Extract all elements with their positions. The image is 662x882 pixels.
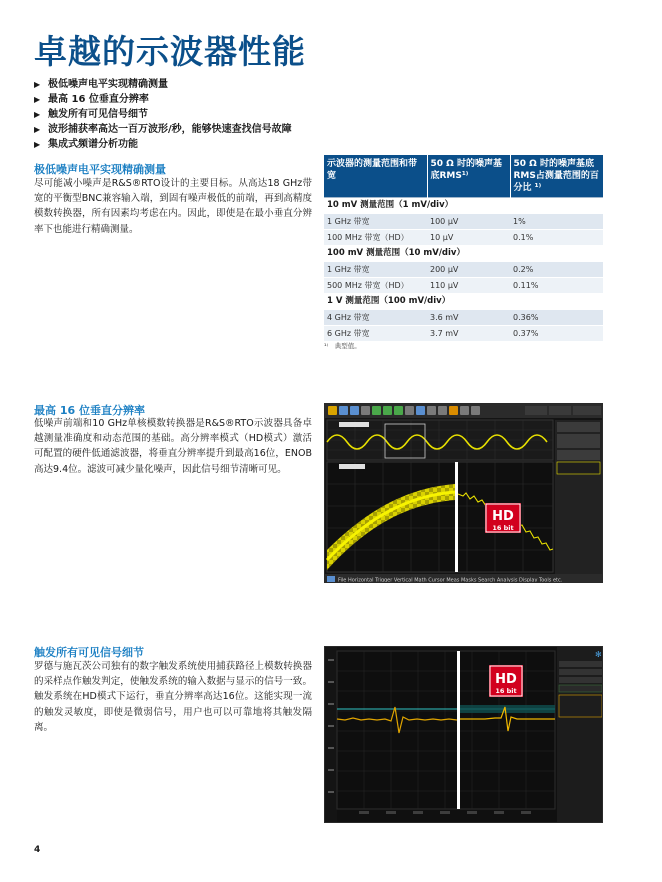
table-cell: 0.37% <box>510 326 603 342</box>
table-cell: 0.36% <box>510 310 603 326</box>
triangle-bullet-icon: ▶ <box>34 125 41 134</box>
table-footnote: ¹⁾ 典型值。 <box>324 342 361 350</box>
oscilloscope-screenshot-trigger <box>324 646 603 823</box>
section-heading-trigger: 触发所有可见信号细节 <box>34 646 144 659</box>
hd-16bit-badge <box>489 665 523 697</box>
table-cell: 10 µV <box>427 230 510 246</box>
table-cell: 0.2% <box>510 262 603 278</box>
page-number: 4 <box>34 845 41 855</box>
table-cell: 0.11% <box>510 278 603 294</box>
table-cell: 500 MHz 带宽（HD） <box>324 278 427 294</box>
table-cell: 200 µV <box>427 262 510 278</box>
table-cell: 1 GHz 带宽 <box>324 214 427 230</box>
table-header: 50 Ω 时的噪声基底RMS¹⁾ <box>427 155 510 198</box>
table-cell: 6 GHz 带宽 <box>324 326 427 342</box>
table-header: 50 Ω 时的噪声基底RMS占测量范围的百分比 ¹⁾ <box>510 155 603 198</box>
channel-label <box>339 422 369 427</box>
triangle-bullet-icon: ▶ <box>34 110 41 119</box>
svg-text:HD: HD <box>495 672 517 687</box>
section-heading-resolution: 最高 16 位垂直分辨率 <box>34 404 145 417</box>
triangle-bullet-icon: ▶ <box>34 140 41 149</box>
noise-spec-table <box>324 155 603 342</box>
table-group-label: 1 V 测量范围（100 mV/div） <box>324 294 603 310</box>
oscilloscope-display <box>325 404 603 583</box>
table-cell: 4 GHz 带宽 <box>324 310 427 326</box>
table-group-label: 100 mV 测量范围（10 mV/div） <box>324 246 603 262</box>
page-title: 卓越的示波器性能 <box>34 32 306 71</box>
svg-text:16 bit: 16 bit <box>495 687 517 695</box>
table-cell: 110 µV <box>427 278 510 294</box>
table-cell: 100 MHz 带宽（HD） <box>324 230 427 246</box>
section-body-trigger: 罗德与施瓦茨公司独有的数字触发系统使用捕获路径上模数转换器的采样点作触发判定，使触发系统的输入数据与显示的信号一致。触发系统在HD模式下运行，垂直分辨率高达16位。这能实现一流的触发灵敏度，即使是微弱信号，用户也可以可靠地将其触发隔离。 <box>34 661 312 733</box>
scope-menu-bar: File Horizontal Trigger Vertical Math Cursor Meas Masks Search Analysis Display Tools etc. <box>338 577 563 583</box>
section-heading-noise: 极低噪声电平实现精确测量 <box>34 163 166 176</box>
feature-item: ▶ 极低噪声电平实现精确测量 <box>34 79 168 90</box>
hd-16bit-badge <box>485 503 521 533</box>
svg-text:16 bit: 16 bit <box>492 524 514 532</box>
table-cell: 1 GHz 带宽 <box>324 262 427 278</box>
table-cell: 3.7 mV <box>427 326 510 342</box>
toolbar-icons <box>328 406 601 415</box>
feature-item: ▶ 触发所有可见信号细节 <box>34 109 148 120</box>
triangle-bullet-icon: ▶ <box>34 80 41 89</box>
comparison-divider <box>455 462 458 572</box>
settings-gear-icon: ✻ <box>595 650 602 659</box>
triangle-bullet-icon: ▶ <box>34 95 41 104</box>
table-cell: 3.6 mV <box>427 310 510 326</box>
feature-item: ▶ 波形捕获率高达一百万波形/秒，能够快速查找信号故障 <box>34 124 292 135</box>
comparison-divider <box>457 651 460 809</box>
table-header: 示波器的测量范围和带宽 <box>324 155 427 198</box>
section-body-noise: 尽可能减小噪声是R&S®RTO设计的主要目标。从高达18 GHz带宽的平衡型BNC兼容输入端，到固有噪声极低的前端，再到高精度模数转换器，所有因素均考虑在内。因此，即使是在最小垂直分辨率下也能进行精确测量。 <box>34 178 312 235</box>
table-group-label: 10 mV 测量范围（1 mV/div） <box>324 198 603 214</box>
section-body-resolution: 低噪声前端和10 GHz单核模数转换器是R&S®RTO示波器具备卓越测量准确度和动态范围的基础。高分辨率模式（HD模式）激活可配置的硬件低通滤波器，将垂直分辨率提升到最高16位，ENOB高达9.4位。滤波可减少量化噪声，因此信号细节清晰可见。 <box>34 418 312 475</box>
menu-grid-icon <box>327 576 335 582</box>
feature-item: ▶ 集成式频谱分析功能 <box>34 139 138 150</box>
feature-item: ▶ 最高 16 位垂直分辨率 <box>34 94 149 105</box>
table-cell: 1% <box>510 214 603 230</box>
svg-text:HD: HD <box>492 509 514 524</box>
feature-list <box>34 77 292 152</box>
oscilloscope-display <box>325 647 603 823</box>
oscilloscope-screenshot-hd <box>324 403 603 583</box>
table-cell: 100 µV <box>427 214 510 230</box>
table-cell: 0.1% <box>510 230 603 246</box>
